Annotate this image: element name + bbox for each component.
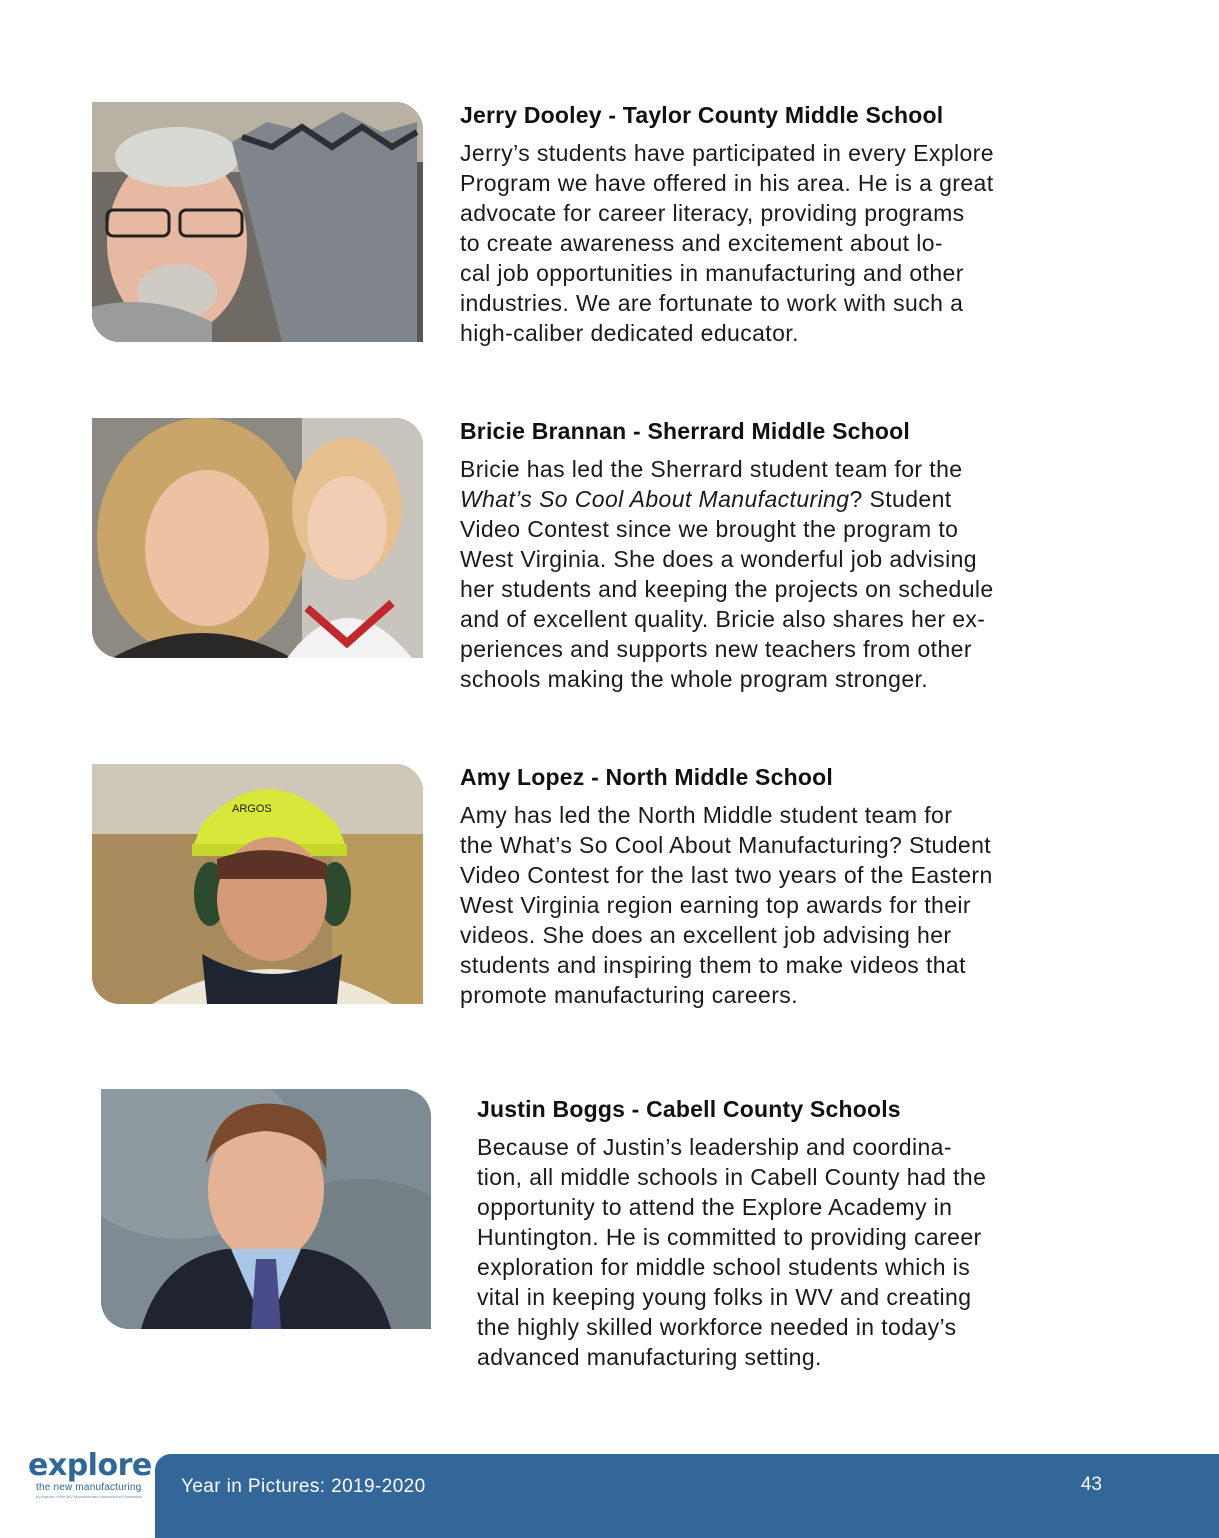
entry-line: the highly skilled workforce needed in today’s — [477, 1314, 957, 1340]
entry-name: Bricie Brannan - Sherrard Middle School — [460, 418, 910, 444]
entry-line: industries. We are fortunate to work with such a — [460, 290, 964, 316]
page-number: 43 — [1080, 1474, 1102, 1495]
entry-line: opportunity to attend the Explore Academy in — [477, 1194, 953, 1220]
entry-line: schools making the whole program stronger. — [460, 666, 929, 692]
entry-body — [460, 800, 1100, 1010]
entry-body — [477, 1132, 1117, 1372]
entry-line: and of excellent quality. Bricie also shares her ex- — [460, 606, 986, 632]
entry-line: students and inspiring them to make videos that — [460, 952, 966, 978]
entry-body — [460, 454, 1100, 694]
explore-logo — [24, 1448, 152, 1518]
entry-line: cal job opportunities in manufacturing and other — [460, 260, 964, 286]
helmet-text: ARGOS — [232, 803, 272, 815]
entry-line-rest: ? Student — [849, 486, 952, 512]
entry-line: the What’s So Cool About Manufacturing? Student — [460, 832, 992, 858]
entry-line: exploration for middle school students which is — [477, 1254, 971, 1280]
footer-title: Year in Pictures: 2019-2020 — [181, 1476, 426, 1497]
entry-line: vital in keeping young folks in WV and creating — [477, 1284, 972, 1310]
footer-bar — [155, 1454, 1219, 1538]
entry-line: her students and keeping the projects on schedule — [460, 576, 994, 602]
entry-name: Justin Boggs - Cabell County Schools — [477, 1096, 901, 1122]
entry-line: West Virginia region earning top awards for their — [460, 892, 971, 918]
entry-line: tion, all middle schools in Cabell County had the — [477, 1164, 987, 1190]
entry-justin-boggs — [477, 1094, 1117, 1372]
photo-amy-lopez — [92, 764, 423, 1004]
entry-line: Huntington. He is committed to providing career — [477, 1224, 982, 1250]
entry-name: Amy Lopez - North Middle School — [460, 764, 833, 790]
entry-line: Amy has led the North Middle student team for — [460, 802, 953, 828]
entry-name: Jerry Dooley - Taylor County Middle School — [460, 102, 944, 128]
entry-line: Jerry’s students have participated in every Explore — [460, 140, 994, 166]
entry-line: advocate for career literacy, providing programs — [460, 200, 965, 226]
entry-bricie-brannan — [460, 416, 1100, 694]
entry-line: Because of Justin’s leadership and coordina- — [477, 1134, 952, 1160]
entry-line: periences and supports new teachers from other — [460, 636, 972, 662]
entry-jerry-dooley — [460, 100, 1100, 348]
entry-line: videos. She does an excellent job advising her — [460, 922, 952, 948]
photo-bricie-brannan — [92, 418, 423, 658]
entry-line: Video Contest since we brought the program to — [460, 516, 959, 542]
logo-tagline: the new manufacturing — [36, 1482, 142, 1493]
logo-word: explore — [28, 1448, 152, 1483]
logo-small-text: a program of the WV Manufacturers Association Foundation — [36, 1494, 143, 1499]
entry-line: high-caliber dedicated educator. — [460, 320, 799, 346]
entry-line: advanced manufacturing setting. — [477, 1344, 822, 1370]
photo-justin-boggs — [101, 1089, 431, 1329]
entry-line: West Virginia. She does a wonderful job advising — [460, 546, 977, 572]
entry-line-mixed — [460, 484, 1100, 514]
entry-line: Bricie has led the Sherrard student team for the — [460, 456, 963, 482]
entry-body — [460, 138, 1100, 348]
entry-amy-lopez — [460, 762, 1100, 1010]
entry-line: promote manufacturing careers. — [460, 982, 798, 1008]
entry-line: Video Contest for the last two years of the Eastern — [460, 862, 993, 888]
entry-line: to create awareness and excitement about lo- — [460, 230, 943, 256]
entry-line: Program we have offered in his area. He is a great — [460, 170, 994, 196]
photo-jerry-dooley — [92, 102, 423, 342]
italic-title: What’s So Cool About Manufacturing — [460, 486, 850, 512]
